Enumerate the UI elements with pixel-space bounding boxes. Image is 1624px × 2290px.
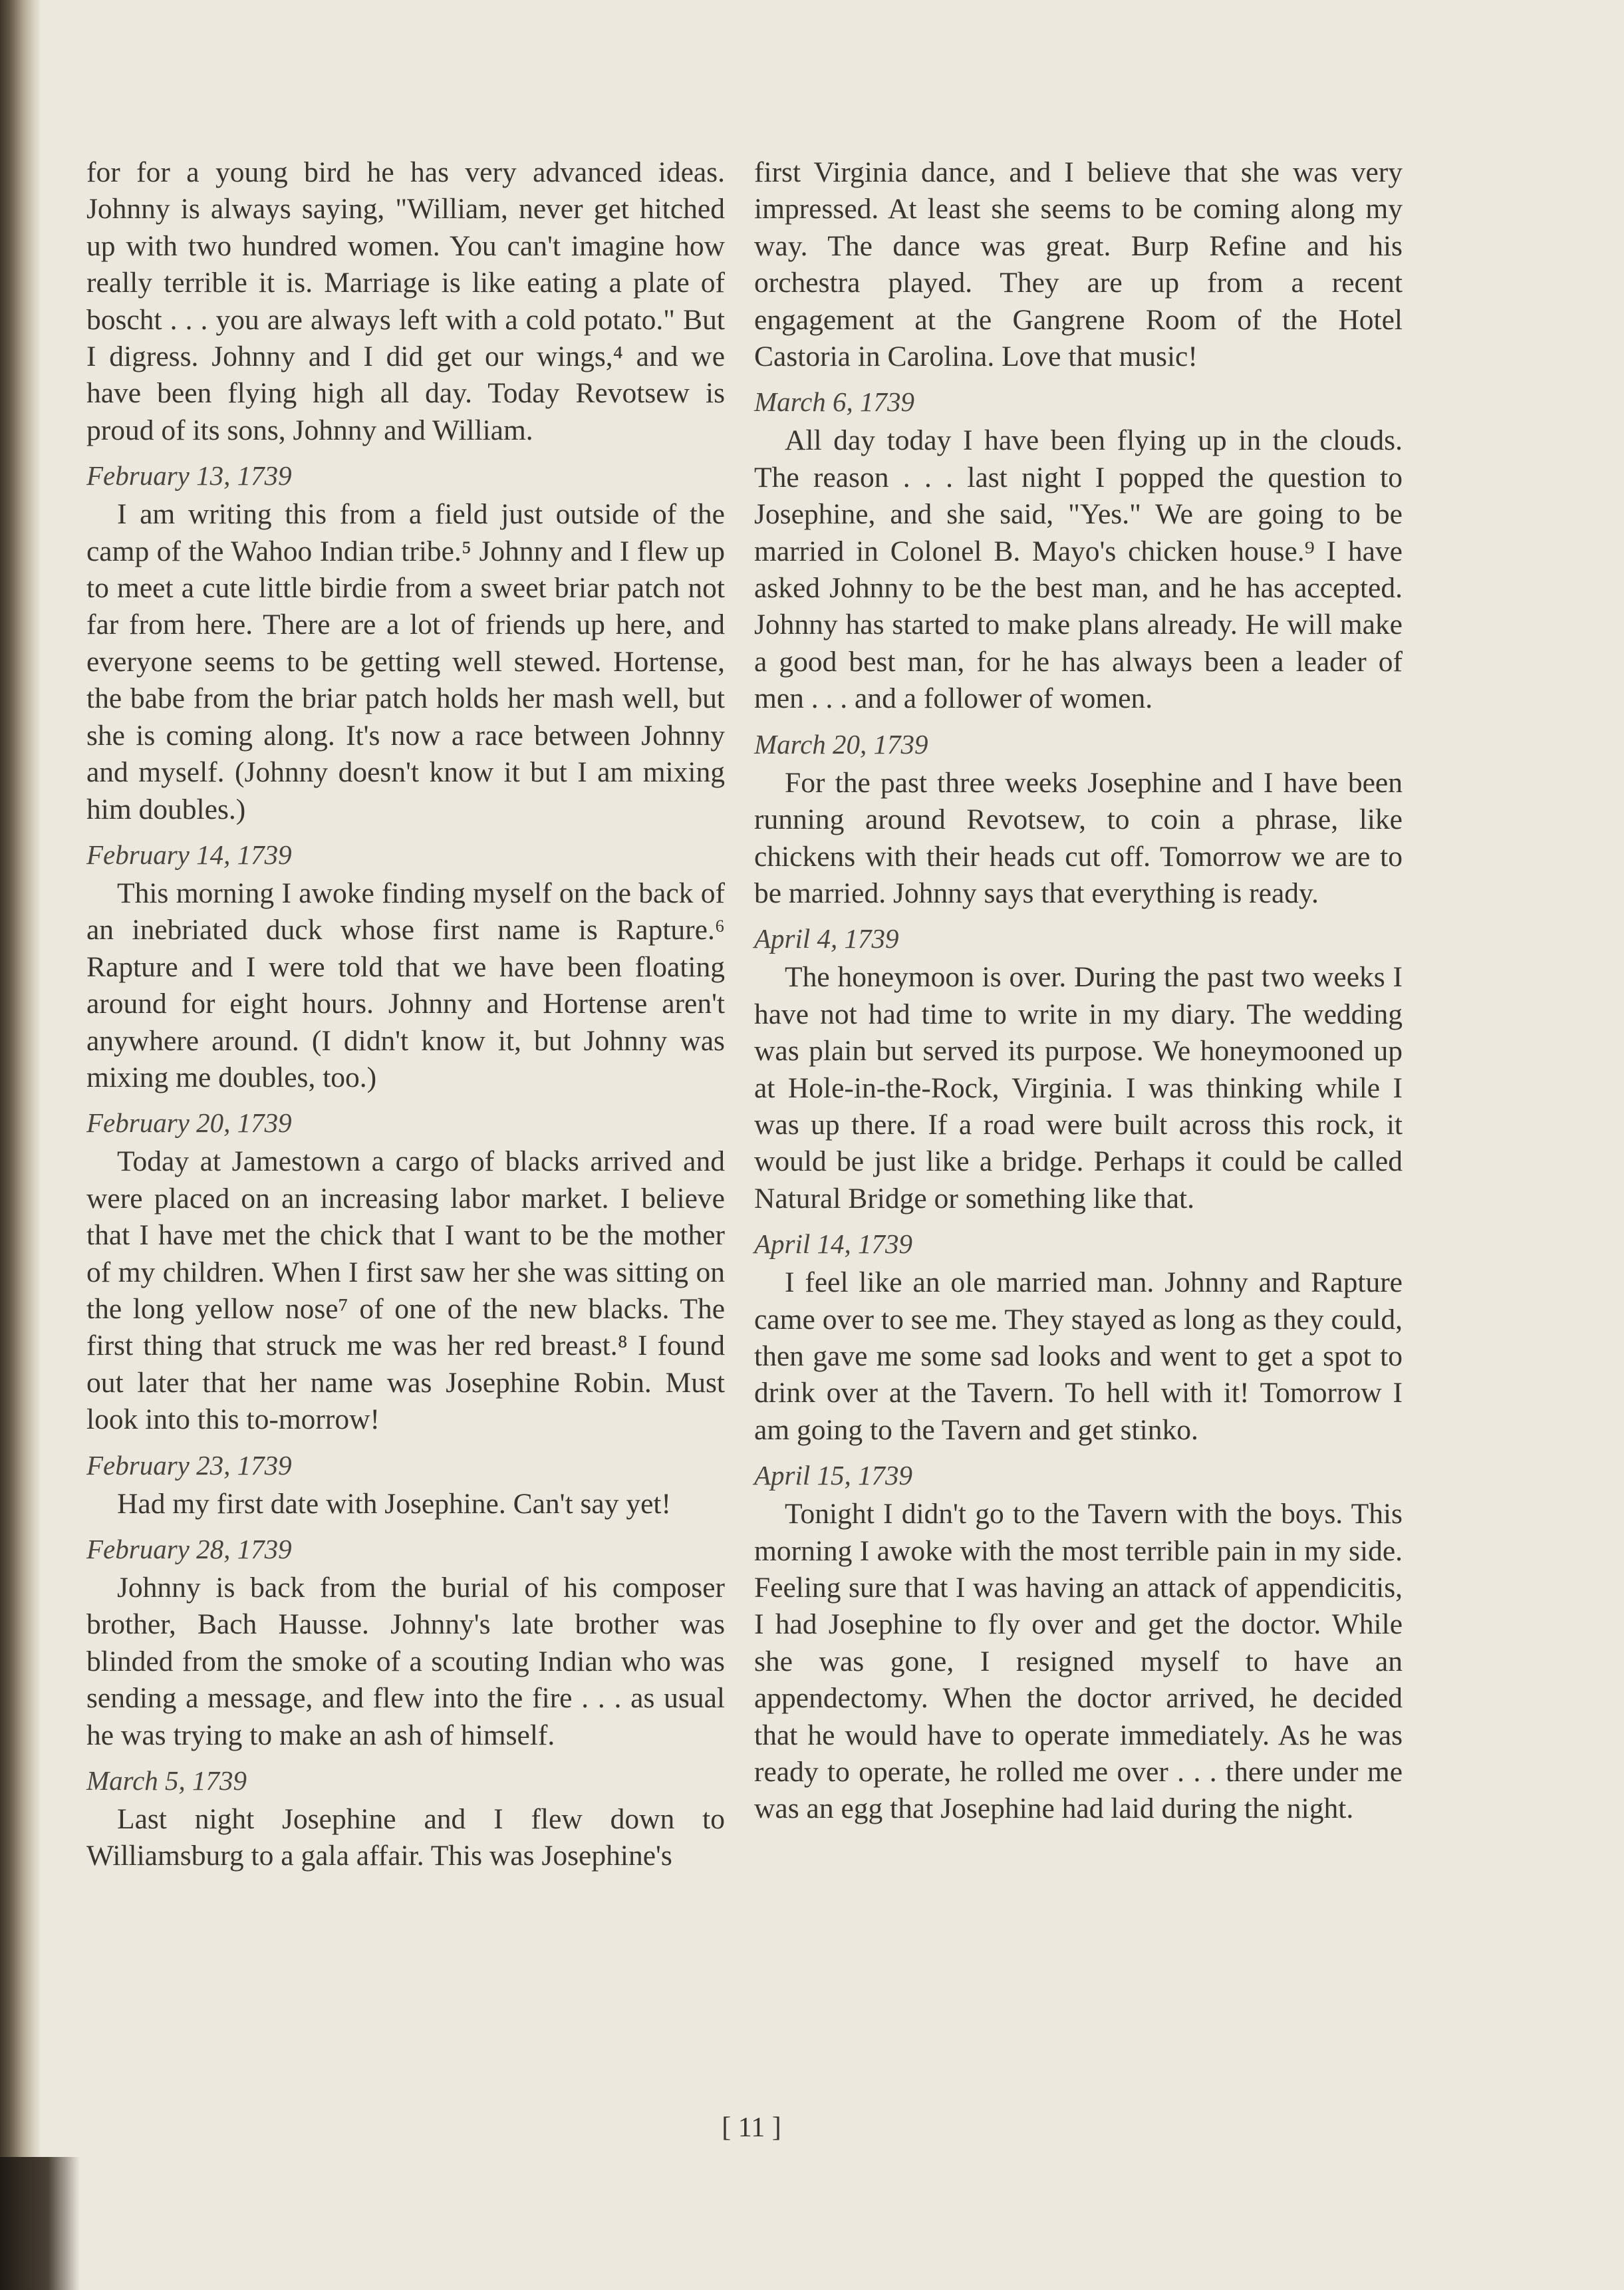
entry-date: March 5, 1739 [86, 1765, 247, 1796]
entry-date: March 6, 1739 [754, 386, 915, 418]
entry-text: All day today I have been flying up in the clouds. The reason . . . last night I popped the question to Josephine, and she said, "Yes." We are going to be married in Colonel B. Mayo's chicken house.⁹ I have asked Johnny to be the best man, and he has accepted. Johnny has started to make plans already. He will make a good best man, for he has always been a leader of men . . . and a follower of women. [754, 424, 1403, 715]
entry-date: April 14, 1739 [754, 1228, 913, 1260]
entry-date: March 20, 1739 [754, 728, 928, 760]
entry-text: Tonight I didn't go to the Tavern with the boys. This morning I awoke with the most terrible pain in my side. Feeling sure that I was having an attack of appendicitis, I had Josephine to fly over and get the doctor. While she was gone, I resigned myself to have an appendectomy. When the doctor arrived, he decided that he would have to operate immediately. As he was ready to operate, he rolled me over . . . there under me was an egg that Josephine had laid during the night. [754, 1498, 1403, 1825]
book-spine-shadow [0, 0, 41, 2290]
entry-date: April 4, 1739 [754, 923, 899, 954]
entry-date: February 20, 1739 [86, 1107, 292, 1139]
entry-text: Had my first date with Josephine. Can't say yet! [117, 1487, 671, 1520]
page-corner-shadow [0, 2157, 80, 2290]
entry-date: February 23, 1739 [86, 1449, 292, 1481]
opening-paragraph: first Virginia dance, and I believe that she was very impressed. At least she seems to be coming along my way. The dance was great. Burp Refine and his orchestra played. They are up from a recent engagement at the Gangrene Room of the Hotel Castoria in Carolina. Love that music! [754, 156, 1403, 373]
entry-text: I feel like an ole married man. Johnny and Rapture came over to see me. They stayed as long as they could, then gave me some sad looks and went to get a spot to drink over at the Tavern. To hell with it! Tomorrow I am going to the Tavern and get stinko. [754, 1266, 1403, 1446]
entry-date: February 13, 1739 [86, 460, 292, 492]
entry-text: Johnny is back from the burial of his composer brother, Bach Hausse. Johnny's late brother was blinded from the smoke of a scouting Indian who was sending a message, and flew into the fire . . . as usual he was trying to make an ash of himself. [86, 1572, 725, 1751]
entry-date: April 15, 1739 [754, 1460, 913, 1491]
entry-date: February 28, 1739 [86, 1534, 292, 1564]
entry-text: This morning I awoke finding myself on the back of an inebriated duck whose first name is Rapture.⁶ Rapture and I were told that we have been floating around for eight hours. Johnny and Hortense aren't anywhere around. (I didn't know it, but Johnny was mixing me doubles, too.) [86, 877, 725, 1093]
entry-text: The honeymoon is over. During the past two weeks I have not had time to write in my diary. The wedding was plain but served its purpose. We honeymooned up at Hole-in-the-Rock, Virginia. I was thinking while I was up there. If a road were built across this rock, it would be just like a bridge. Perhaps it could be called Natural Bridge or something like that. [754, 961, 1403, 1215]
right-column [754, 154, 1403, 1828]
entry-text: Today at Jamestown a cargo of blacks arrived and were placed on an increasing labor market. I believe that I have met the chick that I want to be the mother of my children. When I first saw her she was sitting on the long yellow nose⁷ of one of the new blacks. The first thing that struck me was her red breast.⁸ I found out later that her name was Josephine Robin. Must look into this to-morrow! [86, 1145, 725, 1436]
page-number: [ 11 ] [722, 2112, 781, 2143]
entry-text: For the past three weeks Josephine and I have been running around Revotsew, to coin a phrase, like chickens with their heads cut off. Tomorrow we are to be married. Johnny says that everything is ready. [754, 766, 1403, 909]
opening-paragraph: for for a young bird he has very advanced ideas. Johnny is always saying, "William, never get hitched up with two hundred women. You can't imagine how really terrible it is. Marriage is like eating a plate of boscht . . . you are always left with a cold potato." But I digress. Johnny and I did get our wings,⁴ and we have been flying high all day. Today Revotsew is proud of its sons, Johnny and William. [86, 156, 725, 446]
entry-date: February 14, 1739 [86, 839, 292, 870]
left-column [86, 154, 725, 1875]
entry-text: Last night Josephine and I flew down to Williamsburg to a gala affair. This was Josephine's [86, 1803, 725, 1872]
entry-text: I am writing this from a field just outside of the camp of the Wahoo Indian tribe.⁵ Johnny and I flew up to meet a cute little birdie from a sweet briar patch not far from here. There are a lot of friends up here, and everyone seems to be getting well stewed. Hortense, the babe from the briar patch holds her mash well, but she is coming along. It's now a race between Johnny and myself. (Johnny doesn't know it but I am mixing him doubles.) [86, 498, 725, 825]
